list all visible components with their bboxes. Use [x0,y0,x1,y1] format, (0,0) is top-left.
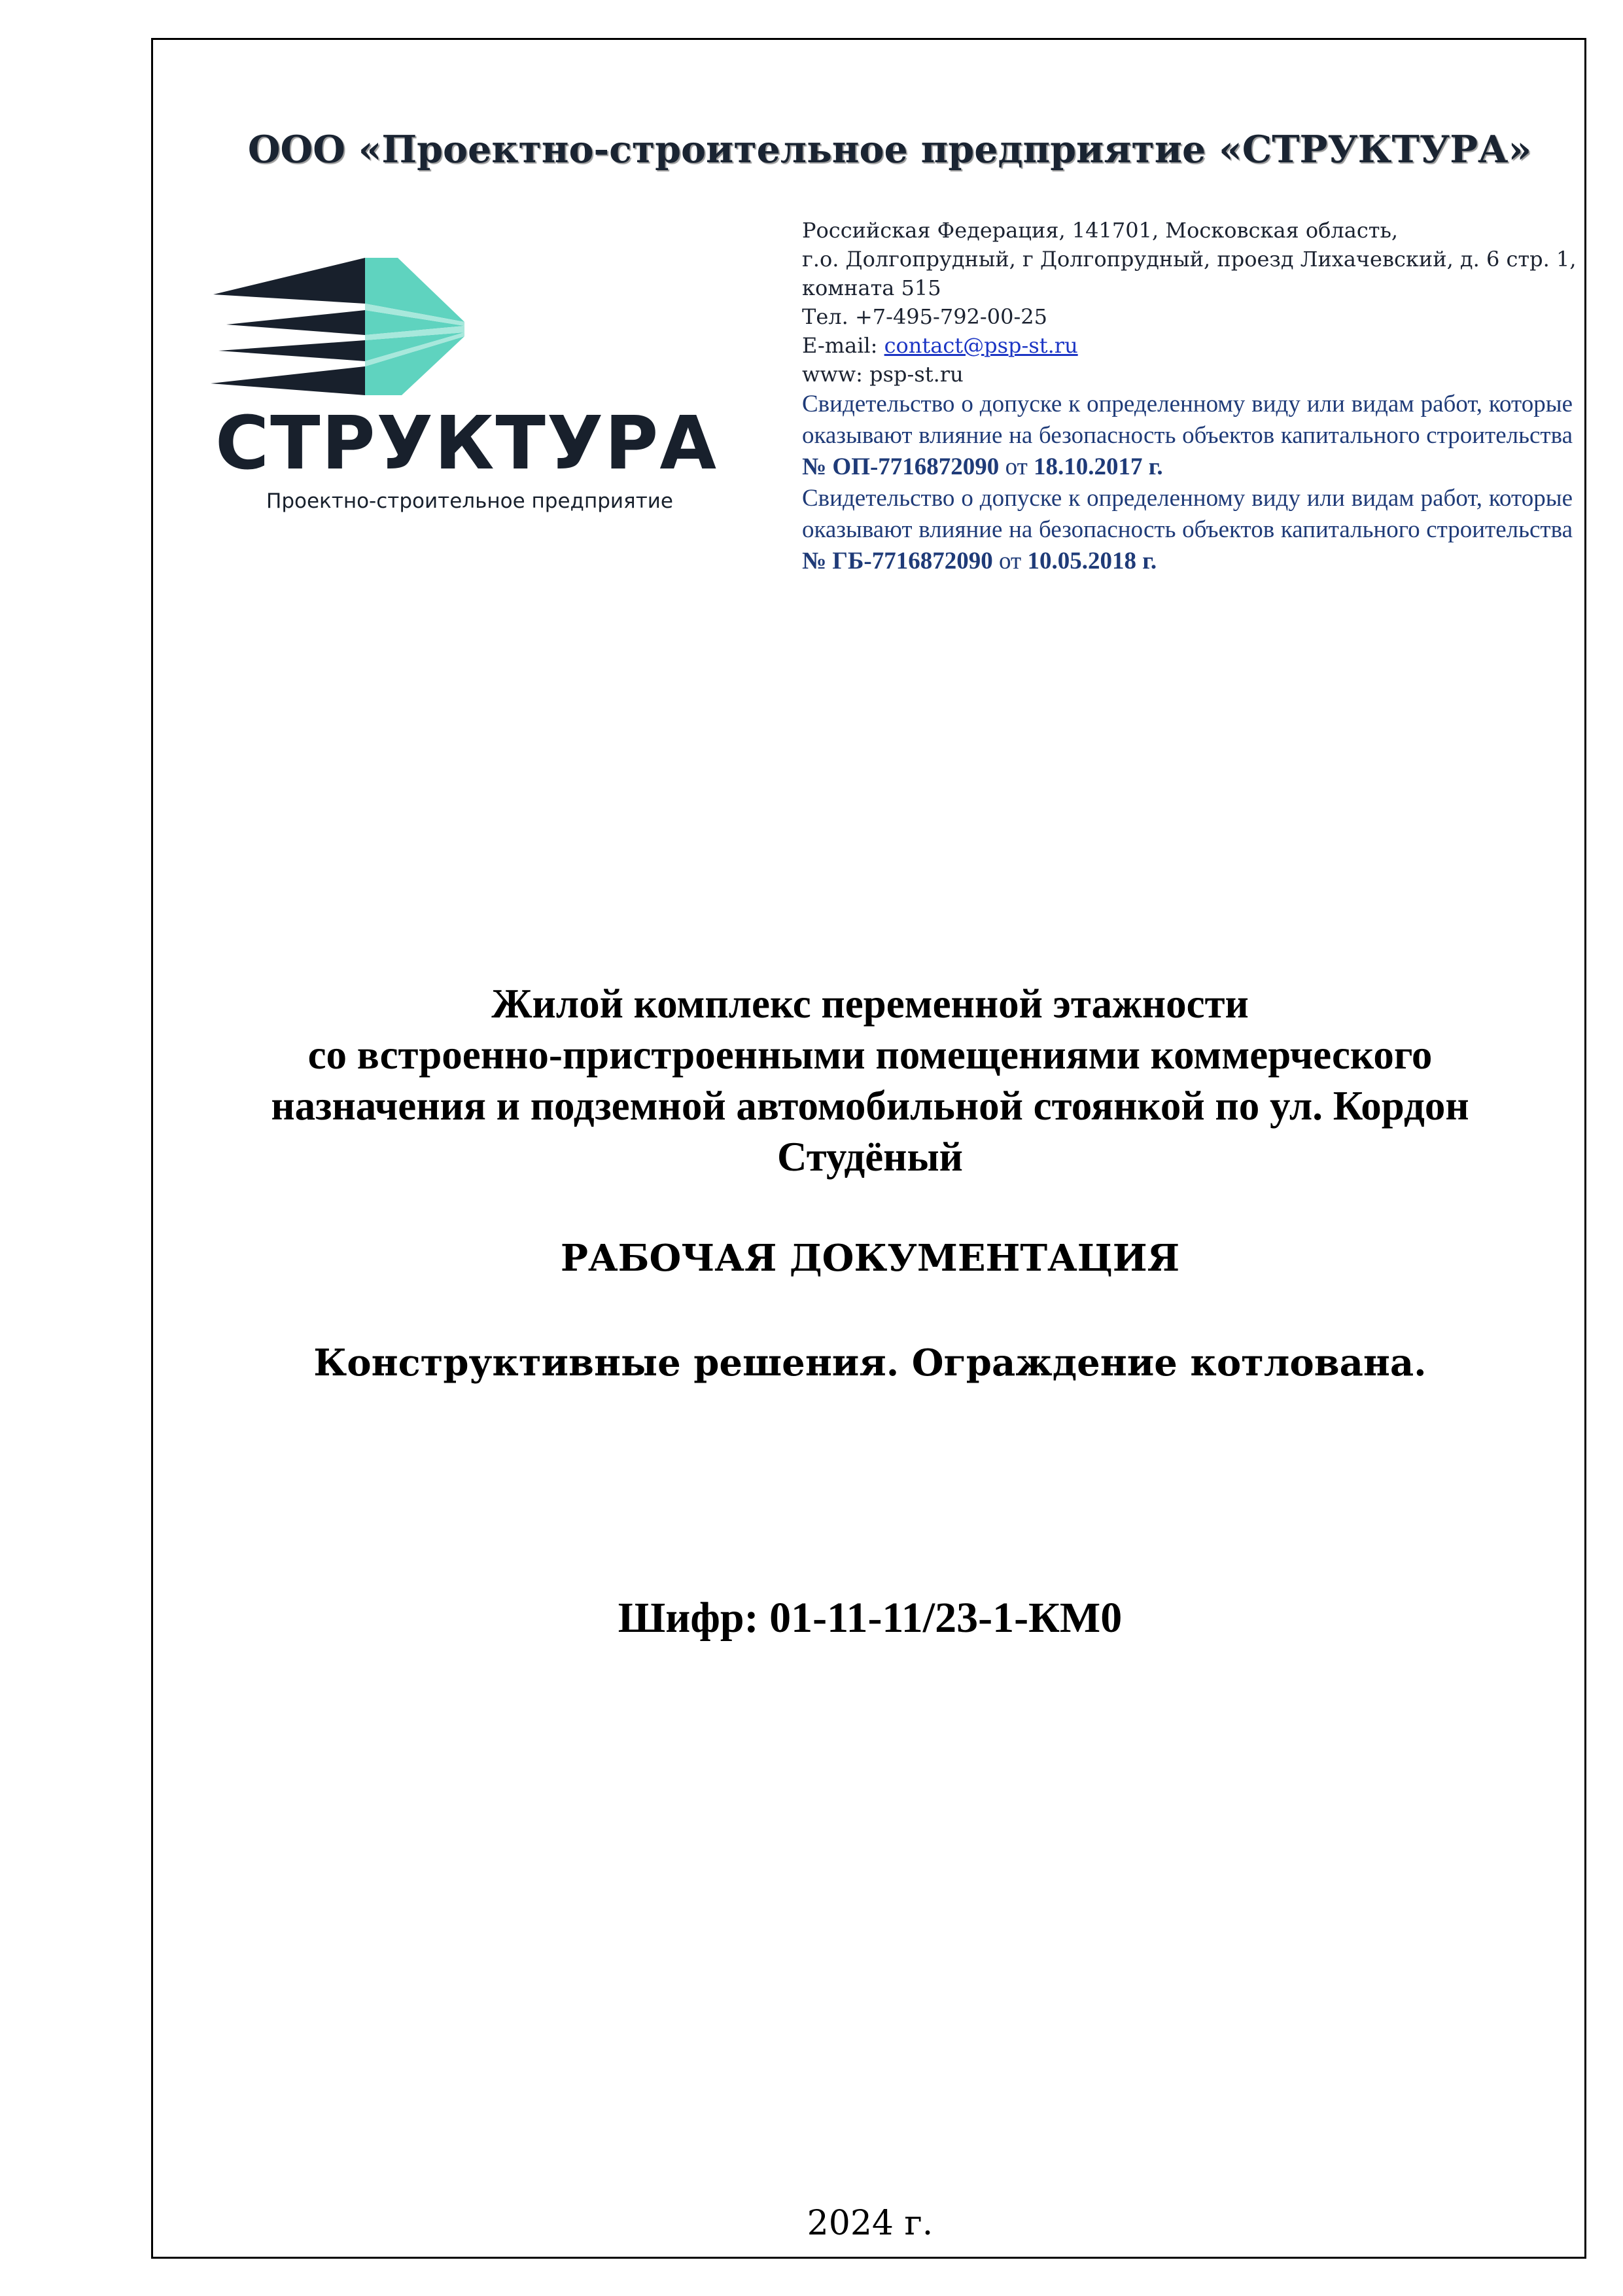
address-line: г.о. Долгопрудный, г Долгопрудный, проезд Лихачевский, д. 6 стр. 1, [802,247,1577,272]
logo-subtitle: Проектно-строительное предприятие [266,489,673,513]
document-type: РАБОЧАЯ ДОКУМЕНТАЦИЯ [560,1237,1180,1280]
email-label: E-mail: [802,333,884,358]
contact-block [802,216,1577,577]
document-year: 2024 г. [807,2204,934,2243]
certificate-2 [802,483,1573,577]
certificate-text: Свидетельство о допуске к определенному виду или видам работ, которые оказывают влияние на безопасность объектов капитального строительства [802,391,1573,449]
certificate-from: от [999,453,1034,480]
certificate-from: от [992,548,1028,574]
project-title-line: Студёный [777,1134,963,1180]
project-title-line: назначения и подземной автомобильной стоянкой по ул. Кордон [271,1083,1469,1129]
phone-number: Тел. +7-495-792-00-25 [802,304,1047,329]
certificate-date: 18.10.2017 г. [1034,453,1163,480]
address-line: комната 515 [802,275,941,300]
email-link[interactable]: contact@psp-st.ru [884,333,1078,358]
address-line: Российская Федерация, 141701, Московская область, [802,218,1399,243]
certificate-number: № ОП-7716872090 [802,453,1000,480]
logo-wordmark: СТРУКТУРА [215,401,718,486]
certificate-text: Свидетельство о допуске к определенному виду или видам работ, которые оказывают влияние на безопасность объектов капитального строительства [802,485,1573,543]
certificate-1 [802,389,1573,483]
certificate-date: 10.05.2018 г. [1027,548,1157,574]
project-title-line: со встроенно-пристроенными помещениями коммерческого [307,1032,1433,1078]
company-logo [208,254,731,529]
project-title [170,978,1570,1182]
company-title: ООО «Проектно-строительное предприятие «СТРУКТУРА» [247,128,1532,171]
website: www: psp-st.ru [802,362,964,387]
project-title-line: Жилой комплекс переменной этажности [491,981,1249,1027]
document-cipher: Шифр: 01-11-11/23-1-КМ0 [618,1594,1123,1642]
logo-mark-icon [208,254,731,404]
certificate-number: № ГБ-7716872090 [802,548,993,574]
email-line [802,331,1573,360]
section-title: Конструктивные решения. Ограждение котлована. [313,1341,1427,1385]
